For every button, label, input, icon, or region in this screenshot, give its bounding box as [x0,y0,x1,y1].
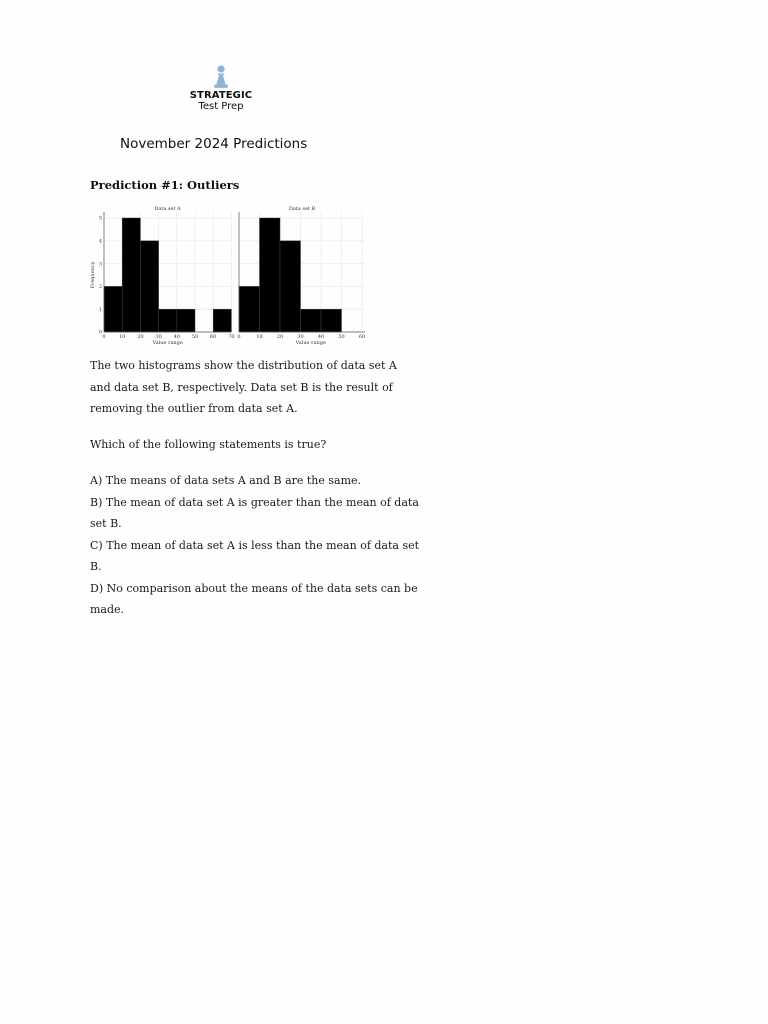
logo [178,64,264,112]
question-text: Which of the following statements is true? [90,438,327,451]
histogram-figure [90,200,372,348]
x-tick-label: 70 [228,334,235,340]
x-tick-label: 10 [256,334,263,340]
x-tick-label: 50 [338,334,345,340]
histogram-bar [140,241,158,332]
histogram-a [90,206,235,346]
x-tick-label: 30 [155,334,162,340]
choice-b[interactable]: B) The mean of data set A is greater than the mean of data set B. [90,495,419,530]
y-tick-label: 5 [98,215,102,222]
prediction-title: Prediction #1: Outliers [90,178,240,192]
histogram-bar [280,241,301,332]
answer-choices [90,470,420,621]
histogram-bar [301,309,322,332]
histogram-bar [122,218,140,332]
x-tick-label: 20 [276,334,284,340]
y-tick-label: 3 [98,261,102,268]
x-tick-label: 40 [173,334,180,340]
x-tick-label: 0 [237,334,241,340]
y-tick-label: 1 [98,306,102,313]
y-tick-label: 4 [98,238,102,245]
histogram-bar [321,309,342,332]
y-tick-label: 0 [98,329,102,336]
histogram-bar [260,218,281,332]
x-tick-label: 40 [317,334,325,340]
histogram-bar [213,309,231,332]
y-tick-label: 2 [98,284,102,291]
histogram-bar [177,309,195,332]
page-heading: November 2024 Predictions [120,136,308,152]
histogram-b [237,206,365,346]
chart-title: Data set A [154,206,181,212]
y-axis-label: Frequency [90,261,96,289]
choice-d[interactable]: D) No comparison about the means of the data sets can be made. [90,581,418,616]
x-tick-label: 0 [102,334,106,340]
logo-name: STRATEGIC [189,90,253,101]
x-axis-label: Value range [295,340,326,346]
histogram-bar [159,309,177,332]
chess-pawn-icon [211,64,231,90]
x-tick-label: 20 [137,334,144,340]
x-tick-label: 60 [358,334,366,340]
x-axis-label: Value range [152,340,183,346]
x-tick-label: 30 [297,334,304,340]
choice-a[interactable]: A) The means of data sets A and B are the same. [90,474,362,487]
chart-title: Data set B [288,206,316,212]
logo-tagline: Test Prep [198,101,244,112]
histogram-bar [104,286,122,332]
description-paragraph: The two histograms show the distribution of data set A and data set B, respectively. Data set B is the result of removing the outlier from data set A. [90,359,397,415]
x-tick-label: 60 [210,334,217,340]
histogram-bar [239,286,260,332]
x-tick-label: 10 [119,334,126,340]
choice-c[interactable]: C) The mean of data set A is less than the mean of data set B. [90,538,420,573]
x-tick-label: 50 [191,334,199,340]
